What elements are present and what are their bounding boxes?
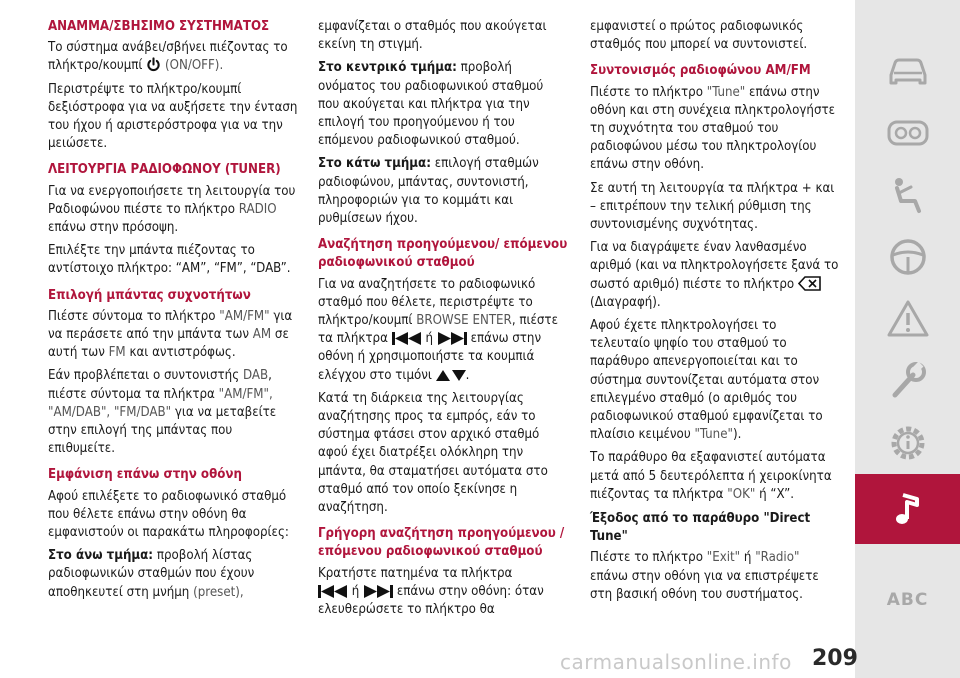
paragraph: Αφού επιλέξετε το ραδιοφωνικό σταθμό που θέλετε επάνω στην οθόνη θα εμφανιστούν οι παρακάτω πληροφορίες: <box>48 488 289 541</box>
text: "Tune" <box>706 84 746 100</box>
section-heading: ΛΕΙΤΟΥΡΓΙΑ ΡΑΔΙΟΦΩΝΟΥ (TUNER) <box>48 162 281 178</box>
text: . <box>465 367 470 383</box>
text: Το σύστημα ανάβει/σβήνει πιέζοντας το πλήκτρο/κουμπί <box>48 40 288 74</box>
page-number: 209 <box>812 646 858 671</box>
text: προβολή λίστας ραδιοφωνικών σταθμών που έχουν αποθηκευτεί στη μνήμη <box>48 548 255 600</box>
music-note-icon <box>885 489 931 529</box>
paragraph: Περιστρέψτε το πλήκτρο/κουμπί δεξιόστροφα για να αυξήσετε την ένταση του ήχου ή αριστερόστροφα για να την μειώσετε. <box>48 81 298 152</box>
steering-wheel-icon <box>885 237 931 277</box>
text: (Διαγραφή). <box>590 294 661 310</box>
text: "AM/FM", "AM/DAB", "FM/DAB" <box>48 386 273 420</box>
paragraph <box>590 549 840 604</box>
text: "AM/FM" <box>219 308 270 324</box>
dashboard-icon <box>885 113 931 153</box>
sidebar-item-index[interactable]: ABC <box>886 590 929 610</box>
text: επάνω στην πρόσοψη. <box>48 220 179 236</box>
seek-forward-icon <box>363 585 393 598</box>
sidebar-item-maintenance[interactable] <box>855 350 960 412</box>
seek-forward-icon <box>437 332 467 345</box>
seat-icon <box>885 175 931 215</box>
gear-info-icon <box>885 423 931 463</box>
text: , πιέστε σύντομα τα πλήκτρα <box>48 368 272 402</box>
power-icon <box>146 57 161 72</box>
text: επιλογή σταθμών ραδιοφώνου, μπάντας, συντονιστή, πληροφοριών για το κομμάτι και ρυθμίσεων ήχου. <box>318 156 539 227</box>
text-column-1 <box>48 18 298 607</box>
text-column-3 <box>590 18 840 609</box>
text: FM <box>108 345 126 361</box>
sidebar-item-seat[interactable] <box>855 164 960 226</box>
warning-icon <box>885 299 931 339</box>
text: Το παράθυρο θα εξαφανιστεί αυτόματα μετά από 5 δευτερόλεπτα ή χειροκίνητα πιέζοντας τα πλήκτρα <box>590 450 832 502</box>
paragraph: Κατά τη διάρκεια της λειτουργίας αναζήτησης προς τα εμπρός, εάν το σύστημα φτάσει στον αρχικό σταθμό αφού έχει διατρέξει ολόκληρη την μπάντα, θα σταματήσει αυτόματα στο σταθμό από τον οποίο ξεκίνησε η αναζήτηση. <box>318 390 548 516</box>
text: και αντιστρόφως. <box>129 345 236 361</box>
text: ή <box>351 583 360 599</box>
text: "Tune" <box>694 427 733 443</box>
text: για να μεταβείτε στην επιλογή της μπάντας που επιθυμείτε. <box>48 404 277 457</box>
text: ή <box>425 331 433 347</box>
paragraph <box>48 39 298 75</box>
paragraph <box>590 317 840 444</box>
text: για να περάσετε από την μπάντα των <box>48 308 293 343</box>
paragraph: εμφανίζεται ο σταθμός που ακούγεται εκείνη τη στιγμή. <box>318 19 547 53</box>
sidebar-item-multimedia[interactable] <box>855 474 960 544</box>
text-column-2 <box>318 18 568 624</box>
text: επάνω στην οθόνη: όταν ελευθερώσετε το πλήκτρο θα <box>318 583 544 618</box>
sidebar-item-specs[interactable] <box>855 412 960 474</box>
text: επάνω στην οθόνη για να επιστρέψετε στη βασική οθόνη του συστήματος. <box>590 568 819 602</box>
paragraph: Σε αυτή τη λειτουργία τα πλήκτρα + και – επιτρέπουν την τελική ρύθμιση της συντονισμένης συχνότητας. <box>590 180 835 233</box>
text: προβολή ονόματος του ραδιοφωνικού σταθμού που ακούγεται και πλήκτρα για την επιλογή του προηγούμενου ή του επόμενου ραδιοφωνικού σταθμού. <box>318 60 544 149</box>
text: Για να ενεργοποιήσετε τη λειτουργία του Ραδιοφώνου πιέστε το πλήκτρο <box>48 183 296 217</box>
chapter-sidebar <box>855 0 960 678</box>
paragraph <box>318 565 568 620</box>
text: RADIO <box>238 201 277 217</box>
wrench-icon <box>885 361 931 401</box>
text: επάνω στην οθόνη και στη συνέχεια πληκτρολογήστε τη συχνότητα του σταθμού του ραδιοφώνου μέσω του πληκτρολογίου επάνω στην οθόνη. <box>590 84 836 173</box>
paragraph <box>48 183 298 238</box>
text: επάνω στην οθόνη ή χρησιμοποιήστε τα κουμπιά ελέγχου στο τιμόνι <box>318 331 542 383</box>
paragraph <box>318 155 568 228</box>
section-heading: Συντονισμός ραδιοφώνου AM/FM <box>590 63 811 79</box>
car-icon <box>885 51 931 91</box>
seek-back-icon <box>392 332 422 345</box>
watermark: carmanualsonline.info <box>560 650 792 674</box>
text: DAB <box>242 368 269 384</box>
text: AM <box>252 327 272 343</box>
text: Εάν προβλέπεται ο συντονιστής <box>48 368 240 384</box>
text: σε αυτή των <box>48 327 289 361</box>
section-heading: Αναζήτηση προηγούμενου/ επόμενου ραδιοφωνικού σταθμού <box>318 237 568 271</box>
text: Κρατήστε πατημένα τα πλήκτρα <box>318 565 513 581</box>
section-heading: ΑΝΑΜΜΑ/ΣΒΗΣΙΜΟ ΣΥΣΤΗΜΑΤΟΣ <box>48 19 270 34</box>
text: "Radio" <box>755 550 800 566</box>
text: , πιέστε τα πλήκτρα <box>318 313 558 347</box>
section-heading: Γρήγορη αναζήτηση προηγούμενου /επόμενου ραδιοφωνικού σταθμού <box>318 526 565 560</box>
text: Για να αναζητήσετε το ραδιοφωνικό σταθμό που θέλετε, περιστρέψτε το πλήκτρο/κουμπί <box>318 276 536 329</box>
backspace-delete-icon <box>798 276 822 291</box>
section-heading: Έξοδος από το παράθυρο "Direct Tune" <box>590 511 811 545</box>
text: Πιέστε το πλήκτρο <box>590 550 703 566</box>
seek-back-icon <box>318 585 348 598</box>
text: (preset), <box>193 584 244 600</box>
text: "Exit" <box>706 550 741 566</box>
text: Στο άνω τμήμα: <box>48 548 154 564</box>
section-heading: Επιλογή μπάντας συχνοτήτων <box>48 287 251 303</box>
sidebar-item-car[interactable] <box>855 40 960 102</box>
paragraph <box>590 239 840 312</box>
text: ). <box>732 427 742 443</box>
text: ή “X”. <box>759 486 795 502</box>
text: Αφού έχετε πληκτρολογήσει το τελευταίο ψηφίο του σταθμού το παράθυρο απενεργοποιείται και το σύστημα συντονίζεται αυτόματα στον επιλεγμένο σταθμό (ο αριθμός του ραδιοφωνικού σταθμού εμφανίζεται το πλαίσιο κειμένου <box>590 318 823 443</box>
sidebar-item-warning[interactable] <box>855 288 960 350</box>
text: Για να διαγράψετε έναν λανθασμένο αριθμό (και να πληκτρολογήσετε ξανά το σωστό αριθμό) πιέστε το πλήκτρο <box>590 240 839 292</box>
text: Στο κάτω τμήμα: <box>318 156 431 172</box>
up-down-arrows-icon <box>436 369 466 382</box>
text: Πιέστε το πλήκτρο <box>590 84 703 100</box>
paragraph <box>48 367 298 458</box>
paragraph: Επιλέξτε την μπάντα πιέζοντας το αντίστοιχο πλήκτρο: “AM”, “FM”, “DAB”. <box>48 243 291 277</box>
paragraph <box>48 547 298 602</box>
paragraph <box>590 449 840 504</box>
text: BROWSE ENTER <box>416 313 512 329</box>
sidebar-item-steering[interactable] <box>855 226 960 288</box>
text: "OK" <box>727 486 756 502</box>
paragraph <box>48 308 298 363</box>
paragraph <box>590 84 840 175</box>
section-heading: Εμφάνιση επάνω στην οθόνη <box>48 467 242 483</box>
text: Στο κεντρικό τμήμα: <box>318 60 457 76</box>
sidebar-item-dashboard[interactable] <box>855 102 960 164</box>
paragraph <box>318 59 568 150</box>
text: Πιέστε σύντομα το πλήκτρο <box>48 308 216 324</box>
text: ή <box>743 550 752 566</box>
text: (ON/OFF). <box>164 58 224 74</box>
paragraph: εμφανιστεί ο πρώτος ραδιοφωνικός σταθμός που μπορεί να συντονιστεί. <box>590 19 808 53</box>
paragraph <box>318 276 568 385</box>
